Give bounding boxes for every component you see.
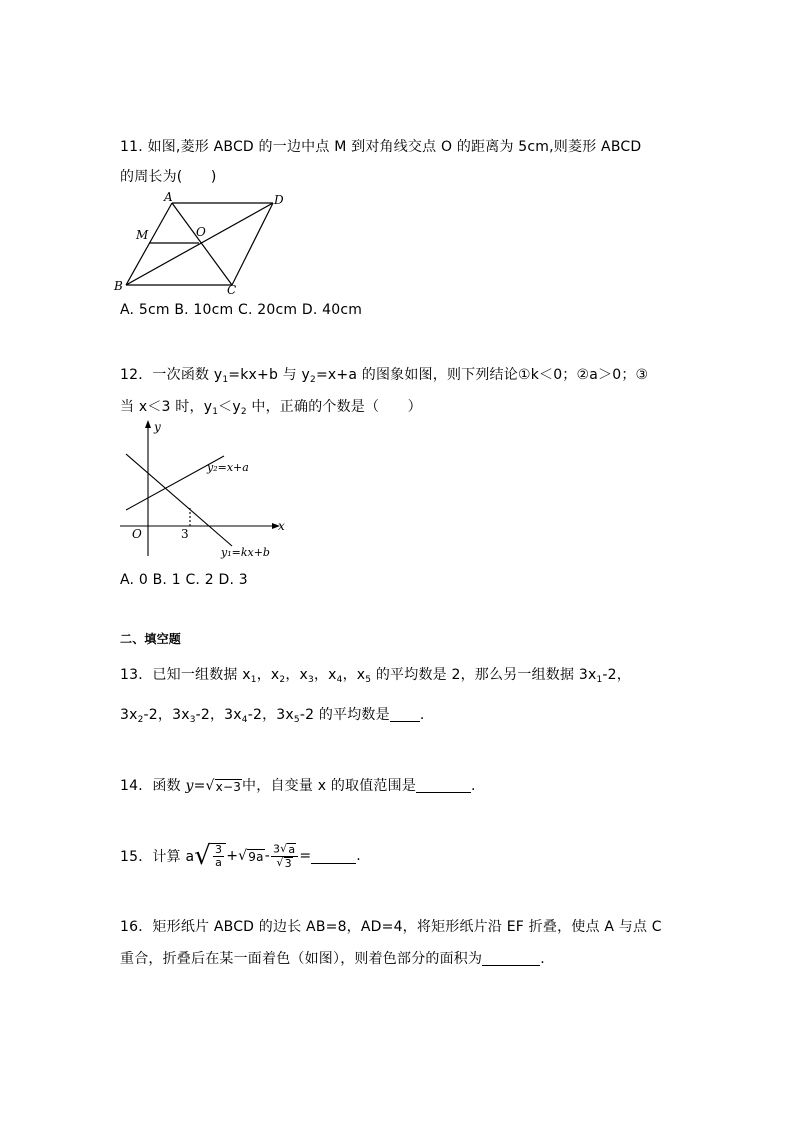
- origin-label: O: [132, 527, 142, 541]
- rhombus-figure: [110, 188, 300, 298]
- y-axis-label: y: [154, 420, 161, 434]
- label-O: O: [196, 225, 206, 239]
- label-A: A: [164, 190, 173, 204]
- y1-line-label: y₁=kx+b: [221, 546, 270, 559]
- q11-stem-line2: 的周长为( ): [120, 169, 217, 185]
- section-heading: 二、填空题: [120, 632, 182, 646]
- q16-stem-line2: 重合，折叠后在某一面着色（如图），则着色部分的面积为 .: [120, 951, 545, 967]
- q13-stem-line2: $3x_2-2$，$3x_3-2$，$3x_4-2$，$3x_5-2$ 的平均数是 .: [120, 707, 425, 725]
- diagonal-BD: [126, 203, 273, 285]
- side-CD: [232, 203, 273, 285]
- q13-stem-line1: 13．已知一组数据 $x_1$，$x_2$，$x_3$，$x_4$，$x_5$ 的平均数是 2，那么另一组数据 $3x_1-2$，: [120, 667, 631, 685]
- q12-options: A. 0 B. 1 C. 2 D. 3: [120, 572, 248, 588]
- diagonal-AC: [172, 203, 232, 285]
- label-B: B: [114, 279, 123, 293]
- q15-answer-blank[interactable]: [311, 849, 356, 864]
- q12-stem-line2: 当 x＜3 时，$y_1<y_2$ 中，正确的个数是（ ）: [120, 399, 422, 417]
- q14-answer-blank[interactable]: [416, 778, 471, 793]
- q11-options: A. 5cm B. 10cm C. 20cm D. 40cm: [120, 302, 363, 318]
- q15-stem: 15．计算 a √ $\frac{3}{a}$ + √ 9a - 3 √ a √ 3 = .: [120, 841, 361, 871]
- y2-line-label: y₂=x+a: [207, 461, 249, 474]
- y-arrow: [145, 420, 151, 428]
- label-C: C: [227, 283, 237, 297]
- sqrt-expression: √ x−3: [205, 777, 242, 794]
- q13-answer-blank[interactable]: [390, 707, 420, 722]
- label-M: M: [136, 228, 149, 242]
- q16-answer-blank[interactable]: [482, 951, 540, 966]
- sqrt-fraction-3-over-a: √ $\frac{3}{a}$: [194, 843, 226, 869]
- fraction-3sqrta-over-sqrt3: 3 √ a √ 3: [271, 843, 298, 869]
- label-D: D: [274, 193, 284, 207]
- sqrt-9a: √ 9a: [238, 847, 264, 864]
- tick-3-label: 3: [181, 527, 189, 541]
- q14-stem: 14．函数 y= √ x−3 中，自变量 x 的取值范围是 .: [120, 777, 476, 794]
- x-axis-label: x: [278, 519, 285, 533]
- linear-functions-graph: [112, 418, 292, 564]
- q16-stem-line1: 16．矩形纸片 ABCD 的边长 AB=8，AD=4，将矩形纸片沿 EF 折叠，使点 A 与点 C: [120, 919, 662, 935]
- q12-stem-line1: 12．一次函数 $y_1=kx+b$ 与 $y_2=x+a$ 的图象如图，则下列结论①k＜0；②a＞0；③: [120, 367, 649, 385]
- q11-stem-line1: 11. 如图,菱形 ABCD 的一边中点 M 到对角线交点 O 的距离为 5cm,则菱形 ABCD: [120, 139, 642, 155]
